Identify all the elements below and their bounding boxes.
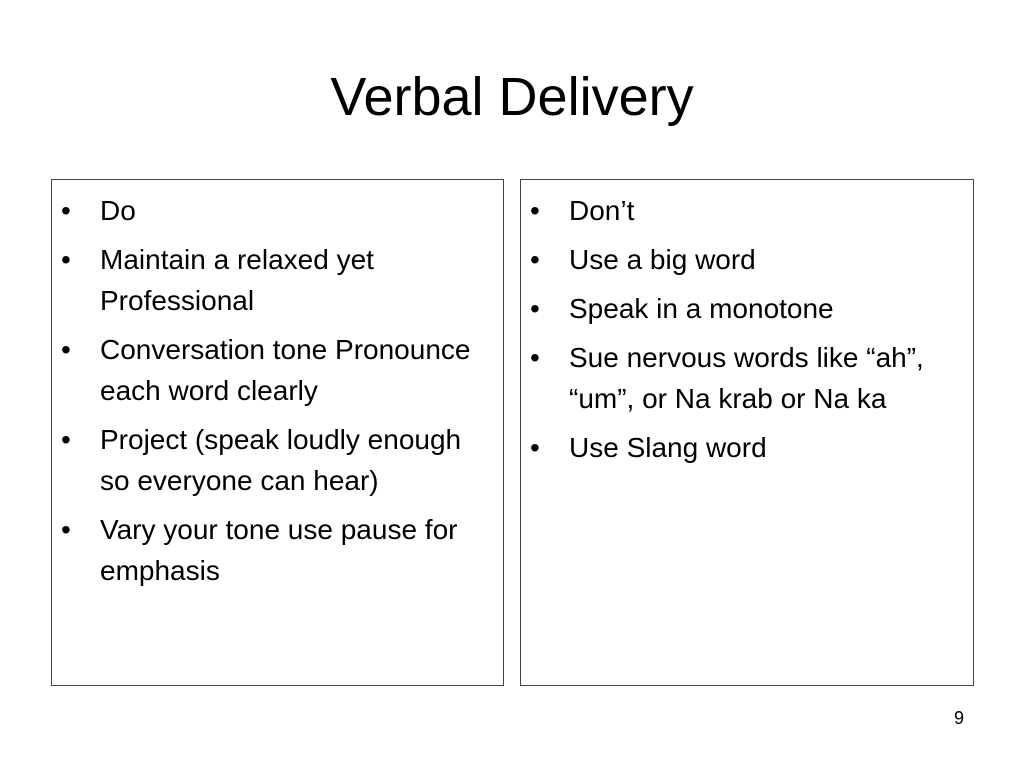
list-item-text: Project (speak loudly enough so everyone can hear)	[100, 424, 462, 496]
bullet-icon: •	[530, 195, 540, 226]
bullet-icon: •	[530, 342, 540, 373]
list-item	[52, 190, 503, 231]
do-panel	[51, 179, 504, 686]
list-item	[521, 190, 973, 231]
bullet-icon: •	[61, 424, 71, 455]
bullet-icon: •	[61, 195, 71, 226]
list-item-text: Vary your tone use pause for emphasis	[100, 514, 458, 586]
list-item-text: Use Slang word	[569, 432, 767, 463]
list-item	[521, 427, 973, 468]
list-item-text: Conversation tone Pronounce each word clearly	[100, 334, 471, 406]
list-item	[521, 288, 973, 329]
list-item-text: Speak in a monotone	[569, 293, 834, 324]
bullet-icon: •	[530, 293, 540, 324]
bullet-icon: •	[61, 334, 71, 365]
page-number: 9	[953, 708, 964, 728]
list-item	[521, 239, 973, 280]
bullet-icon: •	[530, 244, 540, 275]
do-list	[52, 190, 503, 591]
list-item	[52, 419, 503, 501]
list-item	[521, 337, 973, 419]
bullet-icon: •	[530, 432, 540, 463]
list-item-text: Use a big word	[569, 244, 756, 275]
dont-panel	[520, 179, 974, 686]
list-item-text: Don’t	[569, 195, 635, 226]
list-item	[52, 329, 503, 411]
list-item	[52, 239, 503, 321]
list-item-text: Maintain a relaxed yet Professional	[100, 244, 374, 316]
bullet-icon: •	[61, 514, 71, 545]
slide-title: Verbal Delivery	[330, 67, 694, 127]
list-item	[52, 509, 503, 591]
bullet-icon: •	[61, 244, 71, 275]
list-item-text: Do	[100, 195, 136, 226]
list-item-text: Sue nervous words like “ah”, “um”, or Na krab or Na ka	[569, 342, 924, 414]
dont-list	[521, 190, 973, 468]
